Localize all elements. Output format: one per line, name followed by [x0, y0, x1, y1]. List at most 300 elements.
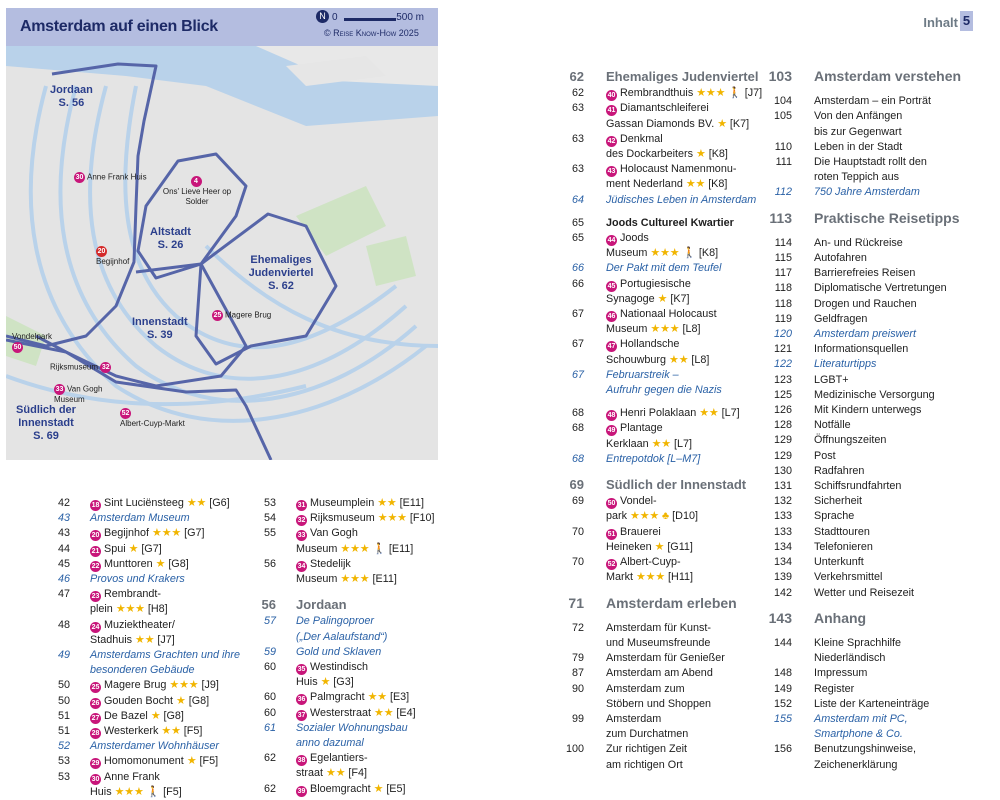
toc-entry[interactable] — [250, 526, 440, 541]
toc-entry-title: zum Durchatmen — [606, 728, 689, 741]
toc-entry[interactable] — [760, 464, 960, 479]
toc-entry[interactable] — [556, 101, 766, 116]
toc-page-number — [556, 636, 584, 651]
toc-entry[interactable] — [44, 602, 244, 617]
toc-entry[interactable] — [250, 721, 440, 736]
toc-entry[interactable] — [250, 614, 440, 629]
map-title: Amsterdam auf einen Blick — [20, 18, 218, 35]
toc-entry[interactable] — [760, 342, 960, 357]
toc-entry-title: Diplomatische Vertretungen — [814, 282, 947, 295]
toc-entry-text — [814, 211, 960, 226]
toc-column-middle — [250, 496, 440, 797]
map-grid-reference: [G7] — [184, 527, 205, 540]
toc-spacer — [556, 586, 766, 594]
toc-entry-text — [606, 246, 718, 261]
toc-page-number: 63 — [571, 163, 584, 176]
toc-entry-text — [814, 312, 867, 327]
toc-entry-text — [814, 479, 901, 494]
district-jordaan: Jordaan S. 56 — [50, 84, 93, 109]
toc-entry-text — [90, 496, 230, 511]
toc-entry[interactable] — [556, 525, 766, 540]
toc-entry[interactable] — [556, 216, 766, 231]
toc-entry[interactable] — [556, 307, 766, 322]
toc-section-heading[interactable] — [760, 69, 960, 84]
toc-entry-title: Museum — [296, 542, 338, 555]
toc-entry-title: Sicherheit — [814, 495, 863, 508]
toc-page-number: 42 — [57, 497, 70, 509]
toc-entry[interactable] — [556, 406, 766, 421]
sight-number-badge: 48 — [607, 412, 616, 420]
toc-page-number — [556, 383, 584, 398]
toc-entry[interactable] — [44, 542, 244, 557]
toc-entry-title: Diamantschleiferei — [620, 102, 709, 115]
toc-entry[interactable] — [556, 246, 766, 261]
toc-entry[interactable] — [760, 251, 960, 266]
toc-entry[interactable] — [556, 621, 766, 636]
toc-entry-text — [90, 678, 219, 693]
toc-page-number: 105 — [773, 110, 792, 123]
toc-entry[interactable] — [556, 261, 766, 276]
toc-entry-title: Amsterdam für Kunst- — [606, 621, 712, 634]
toc-entry[interactable] — [760, 155, 960, 170]
toc-entry-text — [814, 449, 836, 464]
toc-entry-title: Albert-Cuyp- — [620, 556, 681, 569]
toc-entry[interactable] — [760, 636, 960, 651]
map-grid-reference: [F4] — [348, 767, 367, 780]
toc-entry-title: Vondel- — [620, 495, 657, 508]
toc-entry[interactable] — [250, 766, 440, 781]
toc-entry[interactable] — [556, 494, 766, 509]
toc-page-number: 49 — [57, 649, 70, 662]
map-grid-reference: [G3] — [333, 676, 354, 689]
toc-entry[interactable] — [250, 675, 440, 690]
map-grid-reference: [J7] — [744, 87, 763, 100]
map-grid-reference: [D10] — [672, 510, 698, 523]
toc-entry[interactable] — [760, 758, 960, 773]
toc-entry-text — [814, 342, 908, 357]
toc-entry[interactable] — [760, 94, 960, 109]
toc-entry-text — [814, 651, 885, 666]
toc-entry[interactable] — [556, 758, 766, 773]
toc-entry[interactable] — [556, 570, 766, 585]
toc-page-number: 114 — [774, 236, 792, 249]
toc-entry-text — [296, 706, 416, 721]
header-label: Inhalt — [923, 15, 958, 30]
toc-section-heading[interactable] — [556, 596, 766, 611]
rating-stars-icon: ★ — [186, 755, 197, 768]
toc-entry[interactable] — [44, 511, 244, 526]
toc-entry-title: Der Pakt mit dem Teufel — [606, 262, 722, 275]
toc-page-number: 122 — [773, 358, 792, 371]
toc-page-number: 144 — [773, 636, 792, 649]
toc-entry[interactable] — [556, 540, 766, 555]
toc-spacer — [760, 86, 960, 94]
toc-entry[interactable] — [760, 742, 960, 757]
sight-number-badge: 49 — [607, 427, 616, 435]
toc-page-number: 100 — [565, 743, 584, 756]
toc-entry[interactable] — [760, 449, 960, 464]
toc-entry[interactable] — [760, 170, 960, 185]
toc-entry-title: Amsterdam mit PC, — [814, 712, 908, 725]
toc-entry-title: Jordaan — [296, 597, 347, 613]
toc-entry-title: Benutzungshinweise, — [814, 743, 917, 756]
poi-begijnhof: 20 Begijnhof — [96, 248, 130, 266]
toc-entry[interactable] — [760, 373, 960, 388]
toc-entry-title: Westerstraat — [310, 706, 372, 719]
toc-entry-text — [606, 525, 661, 540]
map-grid-reference: [E5] — [386, 782, 406, 795]
toc-entry-text — [814, 555, 864, 570]
toc-entry[interactable] — [556, 437, 766, 452]
toc-entry-title: Provos und Krakers — [90, 573, 185, 586]
toc-spacer — [760, 601, 960, 609]
toc-entry[interactable] — [44, 618, 244, 633]
toc-section-heading[interactable] — [556, 477, 766, 492]
toc-entry-title: Van Gogh — [310, 527, 358, 540]
toc-entry[interactable] — [556, 666, 766, 681]
map-grid-reference: [J7] — [157, 633, 175, 646]
toc-entry-title: Amsterdam zum — [606, 682, 685, 695]
toc-entry-text — [606, 292, 690, 307]
toc-page-number: 50 — [57, 679, 70, 692]
toc-entry[interactable] — [250, 706, 440, 721]
toc-entry[interactable] — [760, 125, 960, 140]
toc-entry-text — [296, 766, 367, 781]
toc-entry[interactable] — [250, 736, 440, 751]
toc-entry[interactable] — [556, 292, 766, 307]
toc-section-heading[interactable] — [556, 69, 766, 84]
toc-page-number — [250, 630, 276, 645]
toc-entry[interactable] — [556, 353, 766, 368]
toc-entry-text — [606, 177, 727, 192]
toc-page-number: 113 — [769, 209, 792, 226]
sight-number-badge: 34 — [297, 562, 306, 570]
toc-page-number — [556, 322, 584, 337]
toc-page-number: 119 — [774, 312, 792, 325]
toc-entry[interactable] — [556, 162, 766, 177]
toc-page-number: 43 — [57, 512, 70, 525]
toc-entry-title: Schouwburg — [606, 353, 667, 366]
toc-entry-title: ment Nederland — [606, 178, 683, 191]
toc-entry[interactable] — [760, 712, 960, 727]
toc-entry[interactable] — [760, 586, 960, 601]
toc-page-number: 62 — [571, 87, 584, 100]
toc-entry[interactable] — [556, 132, 766, 147]
toc-entry[interactable] — [760, 281, 960, 296]
toc-entry-title: Amsterdams Grachten und ihre — [90, 649, 241, 662]
rating-stars-icon: ★ — [150, 709, 161, 722]
toc-entry-text — [90, 602, 168, 617]
toc-entry[interactable] — [760, 727, 960, 742]
toc-entry[interactable] — [556, 682, 766, 697]
toc-page-number: 111 — [775, 156, 792, 169]
toc-entry[interactable] — [556, 452, 766, 467]
toc-entry-title: An- und Rückreise — [814, 236, 903, 249]
toc-entry[interactable] — [44, 633, 244, 648]
toc-entry[interactable] — [250, 782, 440, 797]
toc-entry[interactable] — [250, 751, 440, 766]
toc-entry[interactable] — [556, 147, 766, 162]
toc-entry-title: Stadttouren — [814, 525, 870, 538]
toc-entry-title: Februarstreik – — [606, 368, 679, 381]
rating-stars-icon: ★★★ — [636, 571, 666, 584]
toc-entry[interactable] — [556, 421, 766, 436]
toc-entry-text — [606, 452, 700, 467]
toc-entry-title: Begijnhof — [104, 527, 150, 540]
toc-entry[interactable] — [760, 433, 960, 448]
toc-entry[interactable] — [44, 648, 244, 663]
toc-entry-title: Denkmal — [620, 132, 663, 145]
toc-entry-text — [814, 494, 862, 509]
toc-entry-title: Westerkerk — [104, 725, 159, 738]
sight-number-badge: 39 — [297, 787, 306, 795]
toc-entry-text — [90, 648, 240, 663]
map-grid-reference: [G8] — [188, 694, 210, 707]
toc-entry[interactable] — [556, 337, 766, 352]
toc-entry-text — [606, 147, 728, 162]
toc-page-number — [556, 353, 584, 368]
toc-entry-title: Stöbern und Shoppen — [606, 697, 712, 710]
toc-entry-title: Nationaal Holocaust — [620, 308, 717, 321]
toc-entry-text — [296, 675, 354, 690]
poi-albert-cuyp: 52 Albert-Cuyp-Markt — [120, 410, 185, 428]
toc-entry-title: Henri Polaklaan — [620, 407, 697, 420]
toc-entry[interactable] — [556, 509, 766, 524]
toc-entry[interactable] — [760, 403, 960, 418]
toc-page-number: 129 — [773, 449, 792, 462]
toc-page-number: 51 — [57, 725, 70, 738]
toc-entry-text — [814, 540, 873, 555]
toc-entry-title: Impressum — [814, 667, 868, 680]
toc-entry[interactable] — [556, 277, 766, 292]
toc-entry-text — [296, 526, 358, 541]
toc-entry[interactable] — [556, 231, 766, 246]
toc-entry[interactable] — [556, 193, 766, 208]
toc-entry-title: Mit Kindern unterwegs — [814, 404, 922, 417]
toc-entry[interactable] — [556, 727, 766, 742]
toc-entry[interactable] — [44, 557, 244, 572]
toc-entry[interactable] — [44, 678, 244, 693]
toc-entry-text — [606, 477, 746, 492]
toc-entry[interactable] — [760, 418, 960, 433]
toc-entry[interactable] — [760, 327, 960, 342]
toc-entry-text — [814, 94, 931, 109]
toc-entry[interactable] — [44, 739, 244, 754]
toc-page-number: 121 — [773, 343, 792, 356]
toc-entry[interactable] — [760, 540, 960, 555]
toc-entry-title: („Der Aalaufstand“) — [296, 630, 388, 643]
toc-entry-title: Geldfragen — [814, 312, 868, 325]
map-grid-reference: [E11] — [372, 573, 397, 586]
toc-entry-text — [606, 353, 709, 368]
toc-entry-text — [814, 155, 927, 170]
toc-entry[interactable] — [250, 660, 440, 675]
toc-entry-text — [606, 322, 700, 337]
toc-entry-title: Autofahren — [814, 252, 867, 265]
rating-stars-icon: ★★ — [161, 725, 181, 738]
toc-entry[interactable] — [250, 645, 440, 660]
toc-entry[interactable] — [556, 86, 766, 101]
toc-section-heading[interactable] — [760, 611, 960, 626]
map-grid-reference: [G8] — [168, 557, 189, 570]
toc-entry[interactable] — [760, 312, 960, 327]
toc-entry-text — [90, 526, 204, 541]
toc-entry[interactable] — [760, 388, 960, 403]
toc-entry[interactable] — [44, 663, 244, 678]
toc-page-number: 118 — [774, 282, 792, 295]
toc-entry-text — [606, 406, 740, 421]
toc-entry[interactable] — [760, 682, 960, 697]
toc-entry-title: Südlich der Innenstadt — [606, 477, 747, 493]
toc-entry-title: Brauerei — [620, 525, 661, 538]
toc-entry[interactable] — [760, 357, 960, 372]
toc-page-number: 129 — [773, 434, 792, 447]
toc-page-number — [250, 736, 276, 751]
toc-entry[interactable] — [44, 526, 244, 541]
toc-entry[interactable] — [44, 572, 244, 587]
toc-section-heading[interactable] — [760, 211, 960, 226]
toc-entry[interactable] — [556, 383, 766, 398]
toc-entry[interactable] — [44, 496, 244, 511]
toc-page-number: 128 — [773, 419, 792, 432]
toc-page-number: 50 — [57, 694, 70, 707]
toc-entry[interactable] — [44, 587, 244, 602]
sight-number-badge: 24 — [91, 623, 100, 631]
rating-stars-icon: ★★★ — [340, 573, 370, 586]
toc-page-number: 66 — [571, 262, 584, 275]
toc-entry[interactable] — [250, 690, 440, 705]
toc-entry-text — [606, 636, 710, 651]
toc-entry-title: De Bazel — [104, 709, 148, 722]
toc-page-number: 70 — [571, 556, 584, 569]
sight-number-badge: 27 — [91, 714, 100, 722]
toc-entry[interactable] — [760, 140, 960, 155]
toc-entry[interactable] — [760, 266, 960, 281]
toc-entry[interactable] — [556, 651, 766, 666]
map-grid-reference: [K8] — [708, 148, 728, 161]
toc-entry-title: 750 Jahre Amsterdam — [814, 186, 920, 199]
toc-entry[interactable] — [760, 697, 960, 712]
toc-entry[interactable] — [760, 185, 960, 200]
toc-entry-text — [814, 185, 920, 200]
sight-number-badge: 52 — [607, 561, 616, 569]
toc-entry[interactable] — [760, 479, 960, 494]
toc-entry[interactable] — [44, 754, 244, 769]
toc-entry[interactable] — [556, 368, 766, 383]
sight-number-badge: 29 — [91, 760, 100, 768]
toc-entry-text — [814, 403, 921, 418]
toc-page-number: 142 — [773, 586, 792, 599]
toc-entry[interactable] — [250, 630, 440, 645]
toc-entry-text — [296, 542, 413, 557]
map-grid-reference: [L7] — [721, 407, 740, 420]
toc-entry-title: und Museumsfreunde — [606, 636, 711, 649]
toc-entry[interactable] — [760, 494, 960, 509]
toc-entry-title: Egelantiers- — [310, 752, 368, 765]
toc-entry-text — [814, 742, 916, 757]
toc-page-number: 57 — [263, 615, 276, 628]
toc-entry[interactable] — [760, 651, 960, 666]
toc-entry-text — [606, 437, 692, 452]
toc-section-heading[interactable] — [250, 597, 440, 612]
toc-entry[interactable] — [760, 297, 960, 312]
toc-entry[interactable] — [250, 511, 440, 526]
toc-entry-title: Gold und Sklaven — [296, 645, 382, 658]
toc-entry-title: Liste der Karteneinträge — [814, 697, 930, 710]
toc-page-number: 56 — [261, 597, 276, 613]
toc-entry-title: Museum — [606, 323, 648, 336]
toc-entry[interactable] — [556, 636, 766, 651]
toc-page-number: 63 — [571, 102, 584, 115]
toc-entry[interactable] — [760, 570, 960, 585]
toc-entry[interactable] — [760, 109, 960, 124]
toc-entry[interactable] — [556, 712, 766, 727]
toc-entry-text — [814, 509, 854, 524]
toc-entry[interactable] — [760, 666, 960, 681]
toc-entry-title: Kleine Sprachhilfe — [814, 636, 902, 649]
toc-entry-title: Hollandsche — [620, 338, 680, 351]
toc-entry[interactable] — [44, 694, 244, 709]
toc-entry-title: Rembrandt- — [104, 588, 162, 601]
toc-entry[interactable] — [44, 770, 244, 785]
toc-entry-text — [814, 357, 876, 372]
toc-entry[interactable] — [760, 555, 960, 570]
toc-page-number: 120 — [773, 328, 792, 341]
toc-entry[interactable] — [760, 525, 960, 540]
toc-entry-title: Muziektheater/ — [104, 618, 175, 631]
toc-entry[interactable] — [760, 509, 960, 524]
toc-entry-title: besonderen Gebäude — [90, 664, 195, 677]
toc-entry-title: plein — [90, 603, 113, 616]
toc-entry-text — [296, 751, 368, 766]
toc-entry-text — [606, 651, 725, 666]
toc-entry[interactable] — [760, 236, 960, 251]
toc-entry-title: Markt — [606, 571, 633, 584]
toc-entry[interactable] — [556, 322, 766, 337]
toc-entry-title: Amsterdam — [606, 712, 662, 725]
toc-entry[interactable] — [44, 724, 244, 739]
toc-entry[interactable] — [556, 177, 766, 192]
poi-vondelpark: Vondelpark 50 — [12, 332, 53, 351]
toc-entry[interactable] — [250, 572, 440, 587]
toc-entry-text — [90, 633, 175, 648]
toc-entry-title: Amsterdam Museum — [90, 512, 190, 525]
north-arrow-icon: N — [316, 10, 329, 23]
toc-entry[interactable] — [556, 742, 766, 757]
toc-entry-title: Bloemgracht — [310, 782, 371, 795]
toc-entry[interactable] — [44, 785, 244, 800]
toc-page-number: 53 — [57, 755, 70, 768]
toc-entry-title: Amsterdam für Genießer — [606, 652, 725, 665]
toc-entry-title: Wetter und Reisezeit — [814, 586, 915, 599]
toc-page-number: 104 — [773, 95, 792, 108]
sight-number-badge: 25 — [91, 684, 100, 692]
toc-entry[interactable] — [250, 542, 440, 557]
toc-entry[interactable] — [556, 117, 766, 132]
toc-entry[interactable] — [556, 697, 766, 712]
toc-entry[interactable] — [44, 709, 244, 724]
toc-entry-title: am richtigen Ort — [606, 758, 683, 771]
toc-entry[interactable] — [556, 555, 766, 570]
toc-entry[interactable] — [250, 496, 440, 511]
toc-page-number: 48 — [57, 618, 70, 631]
rating-stars-icon: ★ — [696, 148, 706, 161]
toc-page-number — [556, 570, 584, 585]
toc-page-number: 133 — [773, 525, 792, 538]
toc-entry-title: Synagoge — [606, 292, 655, 305]
toc-page-number: 67 — [571, 338, 584, 351]
toc-entry[interactable] — [250, 557, 440, 572]
